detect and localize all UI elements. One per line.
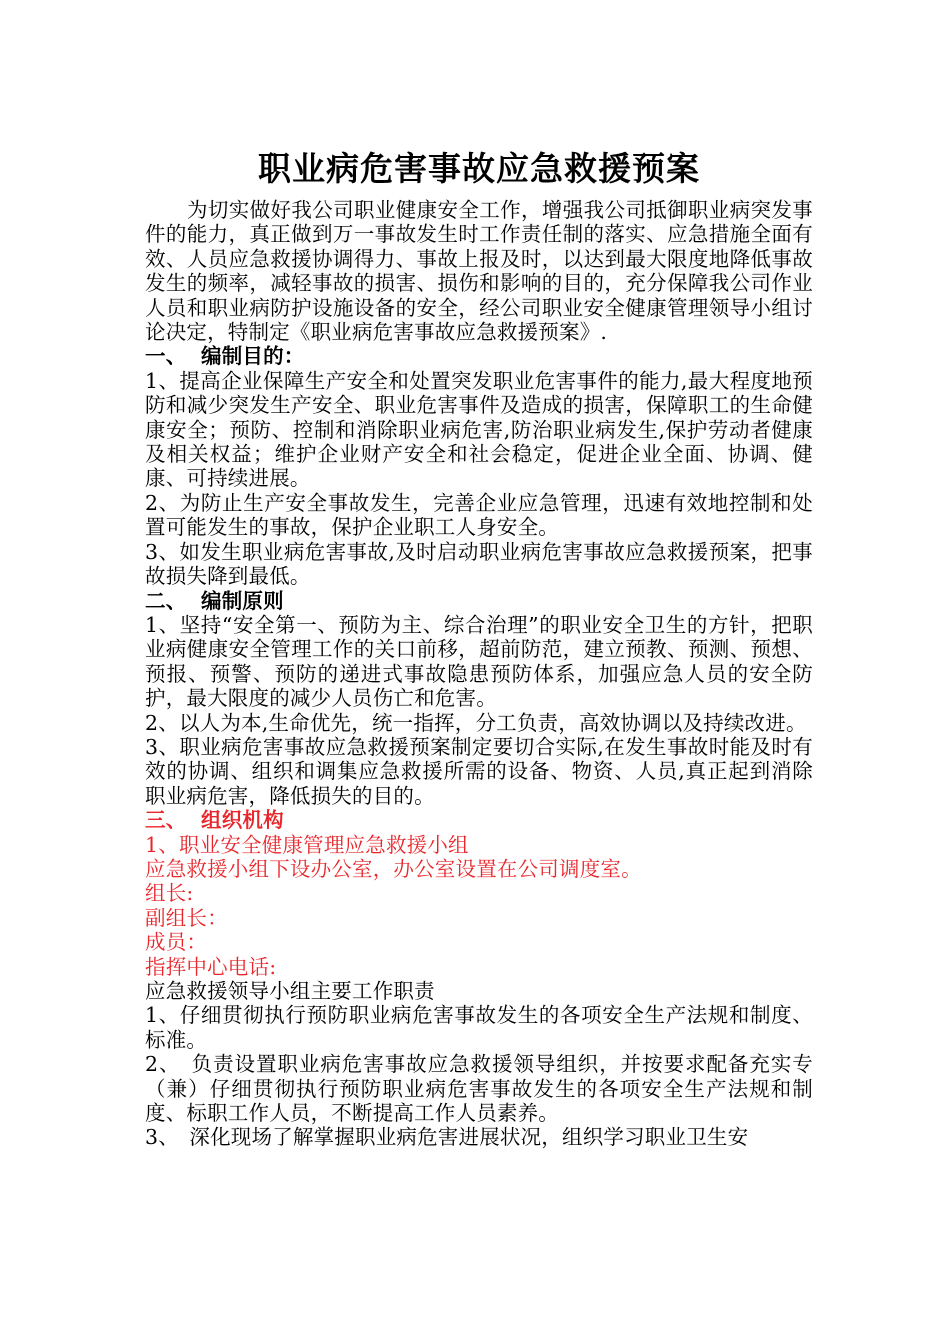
section-2-item: 2、以人为本,生命优先，统一指挥，分工负责，高效协调以及持续改进。 — [145, 710, 807, 735]
org-line: 应急救援小组下设办公室，办公室设置在公司调度室。 — [145, 856, 642, 881]
section-2-number: 二、 — [145, 588, 187, 613]
section-2-item: 1、坚持“安全第一、预防为主、综合治理”的职业安全卫生的方针，把职业病健康安全管理工作的关口前移，超前防范，建立预教、预测、预想、预报、预警、预防的递进式事故隐患预防体系，加强应急人员的安全防护，最大限度的减少人员伤亡和危害。 — [145, 612, 813, 711]
section-2-heading — [145, 589, 813, 613]
intro-paragraph: 为切实做好我公司职业健康安全工作，增强我公司抵御职业病突发事件的能力，真正做到万一事故发生时工作责任制的落实、应急措施全面有效、人员应急救援协调得力、事故上报及时，以达到最大限度地降低事故发生的频率，减轻事故的损害、损伤和影响的目的，充分保障我公司作业人员和职业病防护设施设备的安全，经公司职业安全健康管理领导小组讨论决定，特制定《职业病危害事故应急救援预案》. — [145, 198, 813, 345]
org-members: 成员： — [145, 930, 208, 955]
section-1-heading — [145, 344, 813, 368]
section-2-item: 3、职业病危害事故应急救援预案制定要切合实际,在发生事故时能及时有效的协调、组织和调集应急救援所需的设备、物资、人员,真正起到消除职业病危害，降低损失的目的。 — [145, 734, 813, 808]
duty-item: 3、 深化现场了解掌握职业病危害进展状况，组织学习职业卫生安 — [145, 1125, 749, 1150]
org-deputy-leader: 副组长： — [145, 905, 228, 930]
section-1-item: 2、为防止生产安全事故发生，完善企业应急管理，迅速有效地控制和处置可能发生的事故，保护企业职工人身安全。 — [145, 490, 813, 540]
section-3-number: 三、 — [145, 808, 187, 833]
org-command-phone: 指挥中心电话: — [145, 954, 277, 979]
section-1-item: 3、如发生职业病危害事故,及时启动职业病危害事故应急救援预案，把事故损失降到最低。 — [145, 539, 813, 589]
org-line: 1、职业安全健康管理应急救援小组 — [145, 832, 469, 857]
section-3-heading — [145, 808, 813, 832]
duty-item: 1、仔细贯彻执行预防职业病危害事故发生的各项安全生产法规和制度、标准。 — [145, 1003, 813, 1052]
duties-subheading: 应急救援领导小组主要工作职责 — [145, 979, 435, 1003]
duty-item: 2、 负责设置职业病危害事故应急救援领导组织，并按要求配备充实专（兼）仔细贯彻执行预防职业病危害事故发生的各项安全生产法规和制度、标职工作人员，不断提高工作人员素养。 — [145, 1052, 813, 1126]
section-1-number: 一、 — [145, 344, 187, 369]
section-2-title: 编制原则 — [201, 588, 284, 613]
document-title: 职业病危害事故应急救援预案 — [258, 149, 700, 188]
section-1-title: 编制目的： — [201, 344, 305, 369]
section-3-title: 组织机构 — [201, 808, 284, 833]
document-page — [145, 140, 813, 1150]
org-leader: 组长: — [145, 881, 194, 906]
section-1-item: 1、提高企业保障生产安全和处置突发职业危害事件的能力,最大程度地预防和减少突发生产安全、职业危害事件及造成的损害，保障职工的生命健康安全；预防、控制和消除职业病危害,防治职业病发生,保护劳动者健康及相关权益；维护企业财产安全和社会稳定，促进企业全面、协调、健康、可持续进展。 — [145, 368, 813, 491]
